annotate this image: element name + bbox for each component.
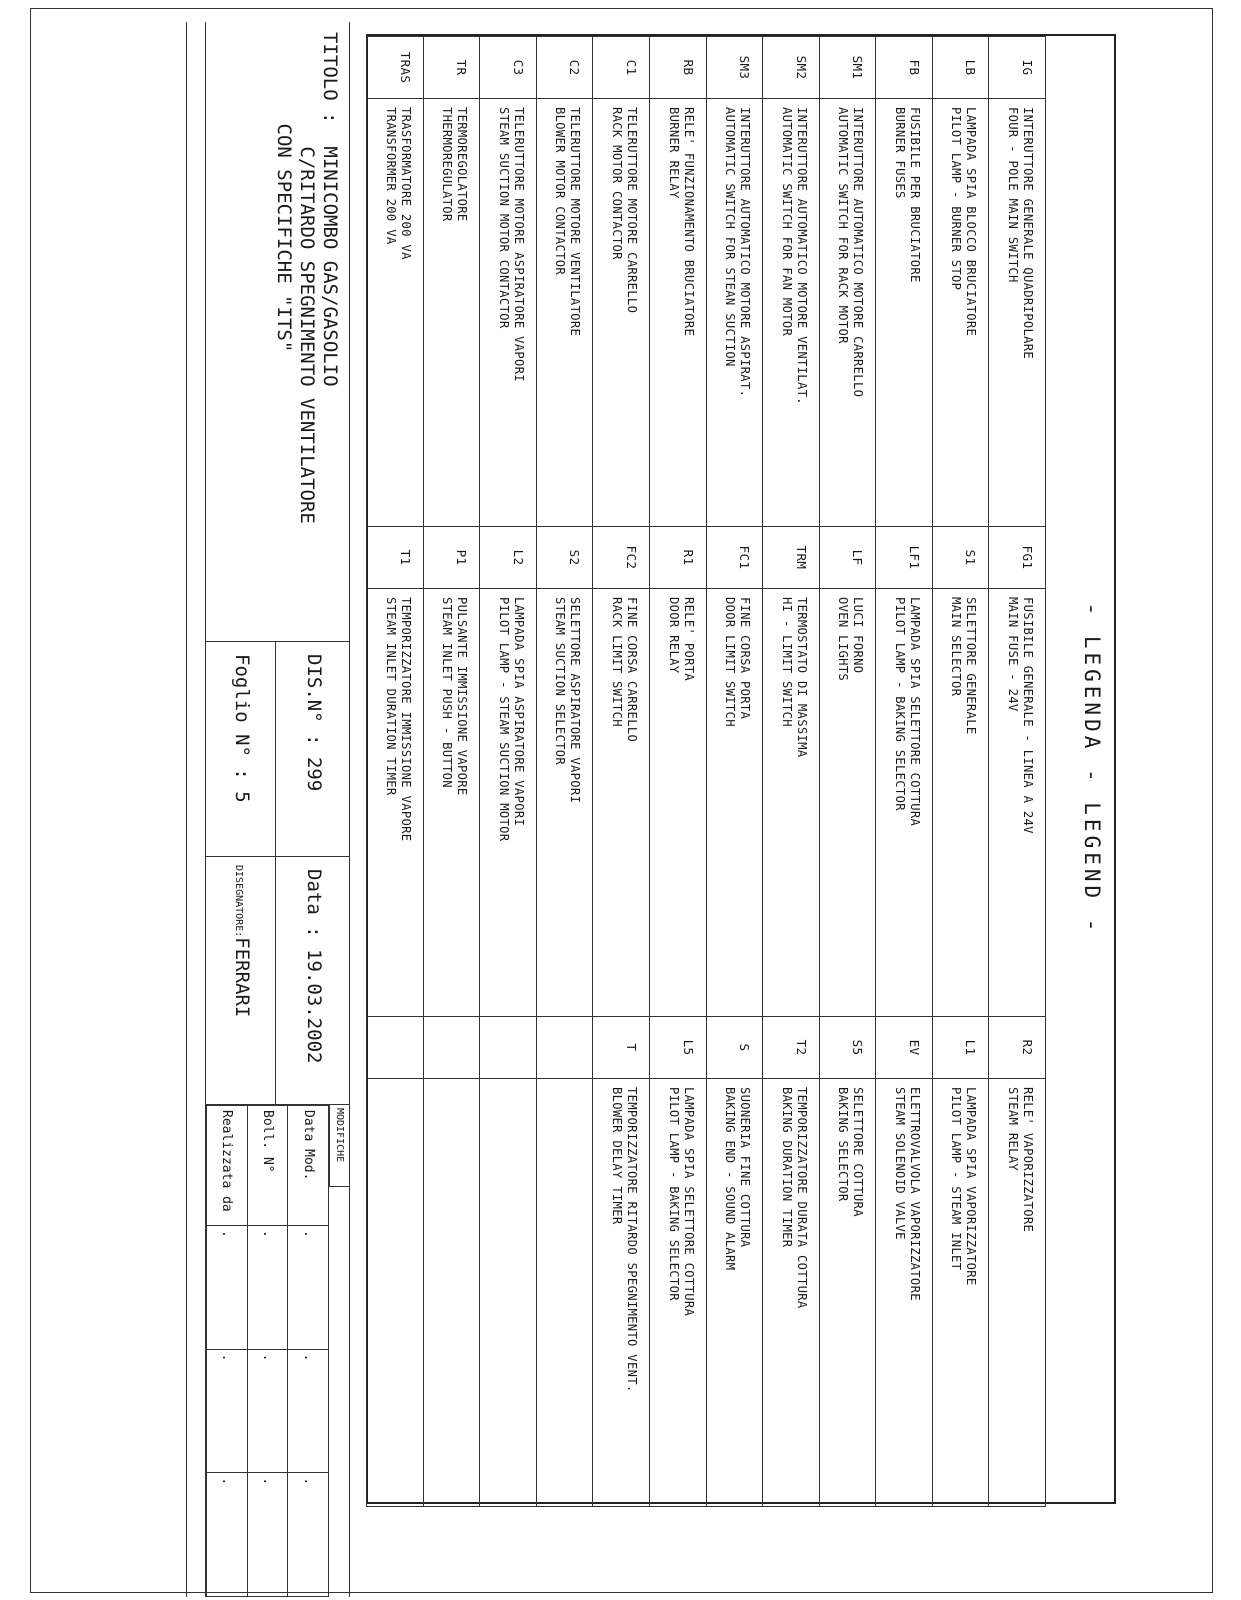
drawing-date: Data : 19.03.2002 — [275, 857, 349, 1105]
description-english: STEAM INLET PUSH - BUTTON — [440, 597, 455, 788]
description-english: RACK MOTOR CONTACTOR — [609, 107, 624, 260]
title-line: TITOLO : MINICOMBO GAS/GASOLIO — [319, 32, 341, 387]
legend-description — [706, 589, 763, 1017]
mod-row — [207, 1106, 248, 1597]
legend-description — [932, 1079, 989, 1507]
legend-row — [932, 37, 989, 1507]
sheet-margin-line — [186, 22, 187, 1597]
description-italian: RELE' FUNZIONAMENTO BRUCIATORE — [681, 107, 696, 337]
legend-row — [480, 37, 537, 1507]
legend-row — [763, 37, 820, 1507]
description-english: BAKING DURATION TIMER — [779, 1087, 794, 1248]
legend-code: C2 — [536, 37, 593, 99]
mod-value: . — [288, 1473, 329, 1597]
legend-code — [480, 1017, 537, 1079]
description-italian: LAMPADA SPIA BLOCCO BRUCIATORE — [964, 107, 979, 337]
legend-description — [367, 589, 424, 1017]
draughtsman-label: DISEGNATORE: — [233, 865, 244, 938]
description-italian: LAMPADA SPIA SELETTORE COTTURA — [681, 1087, 696, 1317]
legend-title: - LEGENDA - LEGEND - — [1080, 602, 1104, 936]
legend-code: TRAS — [367, 37, 424, 99]
legend-code: LF — [819, 527, 876, 589]
mod-value: . — [288, 1349, 329, 1473]
description-english: PILOT LAMP - STEAM INLET — [949, 1087, 964, 1271]
legend-description — [876, 99, 933, 527]
legend-description — [649, 589, 706, 1017]
description-italian: TELERUTTORE MOTORE VENTILATORE — [568, 107, 583, 337]
mod-value: . — [247, 1226, 288, 1350]
legend-code — [536, 1017, 593, 1079]
legend-code: LB — [932, 37, 989, 99]
mod-value: . — [207, 1473, 248, 1597]
description-english: AUTOMATIC SWITCH FOR FAN MOTOR — [779, 107, 794, 337]
legend-table — [366, 36, 1046, 1507]
description-italian: SUONERIA FINE COTTURA — [738, 1087, 753, 1248]
legend-row — [706, 37, 763, 1507]
legend-description — [876, 1079, 933, 1507]
legend-row — [819, 37, 876, 1507]
description-italian: TEMPORIZZATORE RITARDO SPEGNIMENTO VENT. — [624, 1087, 639, 1393]
description-english: MAIN SELECTOR — [949, 597, 964, 697]
description-english: FOUR - POLE MAIN SWITCH — [1006, 107, 1020, 283]
description-italian: TELERUTTORE MOTORE ASPIRATORE VAPORI — [511, 107, 526, 382]
description-english: PILOT LAMP - BURNER STOP — [949, 107, 964, 291]
title-line: CON SPECIFICHE "ITS" — [273, 32, 295, 353]
legend-code: C3 — [480, 37, 537, 99]
title-block — [205, 22, 350, 1597]
mod-value: . — [247, 1349, 288, 1473]
description-english: PILOT LAMP - BAKING SELECTOR — [892, 597, 907, 811]
description-english: HI - LIMIT SWITCH — [779, 597, 794, 727]
description-italian: TEMPORIZZATORE DURATA COTTURA — [794, 1087, 809, 1309]
mod-label: Realizzata da — [207, 1106, 248, 1226]
description-italian: TEMPORIZZATORE IMMISSIONE VAPORE — [398, 597, 413, 842]
legend-code: P1 — [423, 527, 480, 589]
legend-row — [367, 37, 424, 1507]
sheet-number: Foglio N° : 5 — [206, 642, 275, 857]
description-english: DOOR LIMIT SWITCH — [723, 597, 738, 727]
legend-description — [649, 99, 706, 527]
description-italian: SELETTORE ASPIRATORE VAPORI — [568, 597, 583, 804]
legend-description — [649, 1079, 706, 1507]
description-english: TRANSFORMER 200 VA — [383, 107, 398, 245]
legend-description — [763, 1079, 820, 1507]
legend-description — [423, 1079, 480, 1507]
title-line: C/RITARDO SPEGNIMENTO VENTILATORE — [296, 32, 318, 524]
description-italian: INTERUTTORE AUTOMATICO MOTORE CARRELLO — [851, 107, 866, 398]
legend-description — [706, 1079, 763, 1507]
legend-code — [367, 1017, 424, 1079]
legend-row — [423, 37, 480, 1507]
legend-code: SM2 — [763, 37, 820, 99]
legend-code: RB — [649, 37, 706, 99]
description-italian: FUSIBILE GENERALE - LINEA A 24V — [1021, 597, 1035, 834]
legend-row — [649, 37, 706, 1507]
mod-row — [247, 1106, 288, 1597]
legend-description — [989, 99, 1046, 527]
legend-code: S5 — [819, 1017, 876, 1079]
legend-code: T — [593, 1017, 650, 1079]
legend-code: FC1 — [706, 527, 763, 589]
description-italian: FINE CORSA PORTA — [738, 597, 753, 720]
legend-code: LF1 — [876, 527, 933, 589]
description-italian: TERMOREGOLATORE — [455, 107, 470, 222]
legend-description — [367, 1079, 424, 1507]
legend-code: R2 — [989, 1017, 1046, 1079]
legend-code: R1 — [649, 527, 706, 589]
legend-description — [593, 99, 650, 527]
legend-description — [480, 589, 537, 1017]
description-italian: PULSANTE IMMISSIONE VAPORE — [455, 597, 470, 796]
legend-description — [932, 99, 989, 527]
legend-code: FB — [876, 37, 933, 99]
drawing-number: DIS.N° : 299 — [275, 642, 349, 857]
legend-code: L1 — [932, 1017, 989, 1079]
description-english: AUTOMATIC SWITCH FOR RACK MOTOR — [836, 107, 851, 344]
legend-description — [763, 99, 820, 527]
description-italian: FUSIBILE PER BRUCIATORE — [907, 107, 922, 283]
legend-description — [593, 589, 650, 1017]
description-english: STEAM SUCTION MOTOR CONTACTOR — [496, 107, 511, 329]
description-english: PILOT LAMP - BAKING SELECTOR — [666, 1087, 681, 1301]
description-english: BURNER FUSES — [892, 107, 907, 199]
draughtsman-name: FERRARI — [231, 937, 253, 1018]
description-english: STEAM SUCTION SELECTOR — [553, 597, 568, 766]
description-italian: FINE CORSA CARRELLO — [624, 597, 639, 743]
legend-description — [536, 589, 593, 1017]
legend-code: EV — [876, 1017, 933, 1079]
description-english: BAKING END - SOUND ALARM — [723, 1087, 738, 1271]
legend-code: SM3 — [706, 37, 763, 99]
legend-description — [819, 99, 876, 527]
description-italian: RELE' VAPORIZZATORE — [1021, 1087, 1035, 1233]
description-english: STEAM RELAY — [1006, 1087, 1020, 1172]
description-english: PILOT LAMP - STEAM SUCTION MOTOR — [496, 597, 511, 842]
legend-description — [989, 1079, 1046, 1507]
legend-description — [593, 1079, 650, 1507]
legend-code: TR — [423, 37, 480, 99]
legend-code: L5 — [649, 1017, 706, 1079]
description-english: THERMOREGULATOR — [440, 107, 455, 222]
description-italian: INTERUTTORE AUTOMATICO MOTORE VENTILAT. — [794, 107, 809, 405]
legend-code: FC2 — [593, 527, 650, 589]
legend-code: SM1 — [819, 37, 876, 99]
description-italian: TRASFORMATORE 200 VA — [398, 107, 413, 260]
description-italian: RELE' PORTA — [681, 597, 696, 682]
legend-description — [480, 99, 537, 527]
legend-code: TRM — [763, 527, 820, 589]
mod-value: . — [207, 1349, 248, 1473]
legend-code: T1 — [367, 527, 424, 589]
legend-description — [706, 99, 763, 527]
description-english: AUTOMATIC SWITCH FOR STEAN SUCTION — [723, 107, 738, 367]
draughtsman — [206, 857, 275, 1105]
description-italian: LAMPADA SPIA SELETTORE COTTURA — [907, 597, 922, 827]
legend-description — [819, 1079, 876, 1507]
mod-row — [288, 1106, 329, 1597]
description-italian: INTERUTTORE GENERALE QUADRIPOLARE — [1021, 107, 1035, 360]
legend-row — [876, 37, 933, 1507]
legend-code: IG — [989, 37, 1046, 99]
mod-value: . — [207, 1226, 248, 1350]
legend-code — [423, 1017, 480, 1079]
description-italian: INTERUTTORE AUTOMATICO MOTORE ASPIRAT. — [738, 107, 753, 398]
description-english: STEAM INLET DURATION TIMER — [383, 597, 398, 796]
description-english: MAIN FUSE - 24V — [1006, 597, 1020, 712]
legend-description — [480, 1079, 537, 1507]
legend-code: C1 — [593, 37, 650, 99]
legend-description — [536, 99, 593, 527]
legend-row — [989, 37, 1046, 1507]
mod-label: Boll. N° — [247, 1106, 288, 1226]
legend-code: S2 — [536, 527, 593, 589]
description-italian: SELETTORE GENERALE — [964, 597, 979, 735]
description-italian: SELETTORE COTTURA — [851, 1087, 866, 1217]
legend-description — [536, 1079, 593, 1507]
mod-label: Data Mod. — [288, 1106, 329, 1226]
description-english: RACK LIMIT SWITCH — [609, 597, 624, 727]
legend-row — [593, 37, 650, 1507]
modifications-block — [206, 1105, 349, 1597]
description-english: BLOWER DELAY TIMER — [609, 1087, 624, 1225]
legend-description — [763, 589, 820, 1017]
legend-row — [536, 37, 593, 1507]
legend-description — [423, 99, 480, 527]
legend-description — [819, 589, 876, 1017]
legend-code: S — [706, 1017, 763, 1079]
description-english: STEAM SOLENOID VALVE — [892, 1087, 907, 1240]
legend-code: S1 — [932, 527, 989, 589]
legend-description — [989, 589, 1046, 1017]
description-italian: TELERUTTORE MOTORE CARRELLO — [624, 107, 639, 314]
description-italian: LUCI FORNO — [851, 597, 866, 674]
modifications-label: MODIFICHE — [329, 1105, 349, 1187]
legend-code: T2 — [763, 1017, 820, 1079]
legend-description — [932, 589, 989, 1017]
description-english: OVEN LIGHTS — [836, 597, 851, 682]
description-english: DOOR RELAY — [666, 597, 681, 674]
description-italian: LAMPADA SPIA VAPORIZZATORE — [964, 1087, 979, 1286]
drawing-title — [206, 22, 349, 642]
description-italian: ELETTROVALVOLA VAPORIZZATORE — [907, 1087, 922, 1301]
legend-code: L2 — [480, 527, 537, 589]
legend-description — [876, 589, 933, 1017]
legend-description — [423, 589, 480, 1017]
drawing-sheet — [42, 22, 1212, 1597]
legend-description — [367, 99, 424, 527]
description-english: BURNER RELAY — [666, 107, 681, 199]
mod-value: . — [247, 1473, 288, 1597]
legend-box — [366, 34, 1116, 1504]
description-english: BAKING SELECTOR — [836, 1087, 851, 1202]
description-english: BLOWER MOTOR CONTACTOR — [553, 107, 568, 276]
description-italian: LAMPADA SPIA ASPIRATORE VAPORI — [511, 597, 526, 827]
legend-code: FG1 — [989, 527, 1046, 589]
modifications-table — [206, 1105, 329, 1597]
mod-value: . — [288, 1226, 329, 1350]
description-italian: TERMOSTATO DI MASSIMA — [794, 597, 809, 758]
